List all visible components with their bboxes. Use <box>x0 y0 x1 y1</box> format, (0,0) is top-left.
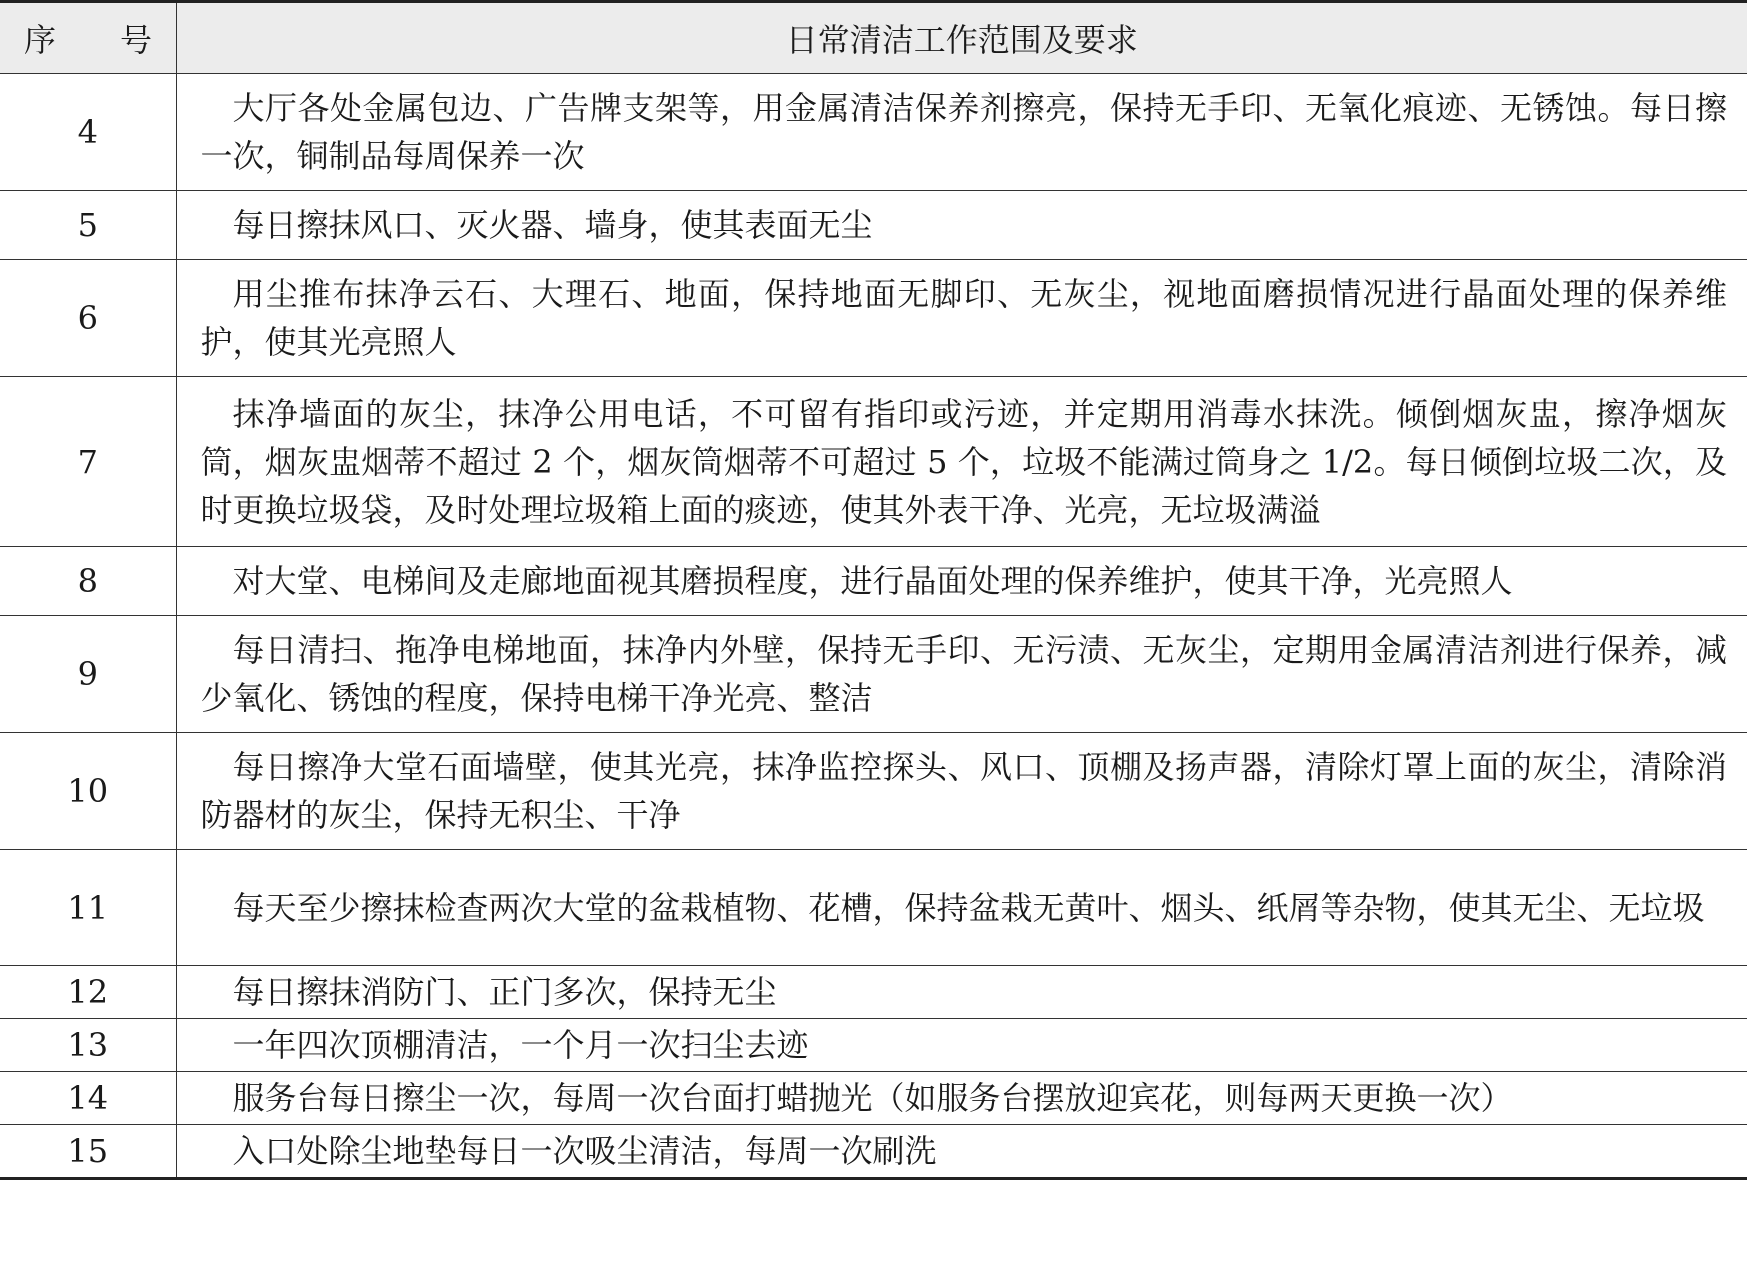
table-row <box>0 377 1747 547</box>
header-seq-char-1: 序 <box>24 21 57 59</box>
row-requirement-text: 服务台每日擦尘一次，每周一次台面打蜡抛光（如服务台摆放迎宾花，则每两天更换一次） <box>232 1079 1513 1117</box>
row-requirement <box>176 616 1747 733</box>
table-row <box>0 616 1747 733</box>
table-row <box>0 850 1747 966</box>
header-seq-char-2: 号 <box>119 21 152 59</box>
table-row <box>0 74 1747 191</box>
row-number: 6 <box>0 260 176 377</box>
row-requirement-text: 大厅各处金属包边、广告牌支架等，用金属清洁保养剂擦亮，保持无手印、无氧化痕迹、无锈蚀。每日擦一次，铜制品每周保养一次 <box>200 89 1727 175</box>
row-requirement <box>176 547 1747 616</box>
row-requirement-text: 对大堂、电梯间及走廊地面视其磨损程度，进行晶面处理的保养维护，使其干净，光亮照人 <box>232 562 1513 600</box>
row-requirement-text: 一年四次顶棚清洁，一个月一次扫尘去迹 <box>232 1026 809 1064</box>
table-row <box>0 1019 1747 1072</box>
table-row <box>0 547 1747 616</box>
row-number: 7 <box>0 377 176 547</box>
row-requirement <box>176 733 1747 850</box>
row-requirement <box>176 1125 1747 1179</box>
table-row <box>0 733 1747 850</box>
row-requirement-text: 每日擦净大堂石面墙壁，使其光亮，抹净监控探头、风口、顶棚及扬声器，清除灯罩上面的灰尘，清除消防器材的灰尘，保持无积尘、干净 <box>200 748 1727 834</box>
table-row <box>0 191 1747 260</box>
row-number: 5 <box>0 191 176 260</box>
row-requirement-text: 用尘推布抹净云石、大理石、地面，保持地面无脚印、无灰尘，视地面磨损情况进行晶面处理的保养维护，使其光亮照人 <box>200 275 1727 361</box>
row-requirement-text: 每日擦抹消防门、正门多次，保持无尘 <box>232 973 777 1011</box>
row-number: 4 <box>0 74 176 191</box>
row-requirement-text: 每天至少擦抹检查两次大堂的盆栽植物、花槽，保持盆栽无黄叶、烟头、纸屑等杂物，使其无尘、无垃圾 <box>232 888 1705 927</box>
row-requirement-text: 每日清扫、拖净电梯地面，抹净内外壁，保持无手印、无污渍、无灰尘，定期用金属清洁剂进行保养，减少氧化、锈蚀的程度，保持电梯干净光亮、整洁 <box>200 631 1727 717</box>
row-requirement-text: 入口处除尘地垫每日一次吸尘清洁，每周一次刷洗 <box>232 1132 937 1170</box>
row-number: 11 <box>0 850 176 966</box>
row-number: 14 <box>0 1072 176 1125</box>
row-requirement <box>176 1072 1747 1125</box>
table-header-row <box>0 2 1747 74</box>
header-requirement: 日常清洁工作范围及要求 <box>176 2 1747 74</box>
row-requirement <box>176 850 1747 966</box>
row-number: 15 <box>0 1125 176 1179</box>
table-row <box>0 1072 1747 1125</box>
header-seq-no <box>0 2 176 74</box>
row-requirement-text: 抹净墙面的灰尘，抹净公用电话，不可留有指印或污迹，并定期用消毒水抹洗。倾倒烟灰盅，擦净烟灰筒，烟灰盅烟蒂不超过 2 个，烟灰筒烟蒂不可超过 5 个，垃圾不能满过筒身之 1/2。每日倾倒垃圾二次，及时更换垃圾袋，及时处理垃圾箱上面的痰迹，使其外表干净、光亮，无垃圾满溢 <box>200 394 1727 529</box>
row-number: 8 <box>0 547 176 616</box>
row-number: 12 <box>0 966 176 1019</box>
row-requirement <box>176 377 1747 547</box>
row-number: 10 <box>0 733 176 850</box>
table-row <box>0 260 1747 377</box>
row-number: 9 <box>0 616 176 733</box>
row-requirement <box>176 74 1747 191</box>
row-requirement-text: 每日擦抹风口、灭火器、墙身，使其表面无尘 <box>232 206 873 244</box>
row-number: 13 <box>0 1019 176 1072</box>
table-row <box>0 1125 1747 1179</box>
row-requirement <box>176 966 1747 1019</box>
row-requirement <box>176 260 1747 377</box>
table-row <box>0 966 1747 1019</box>
row-requirement <box>176 1019 1747 1072</box>
row-requirement <box>176 191 1747 260</box>
